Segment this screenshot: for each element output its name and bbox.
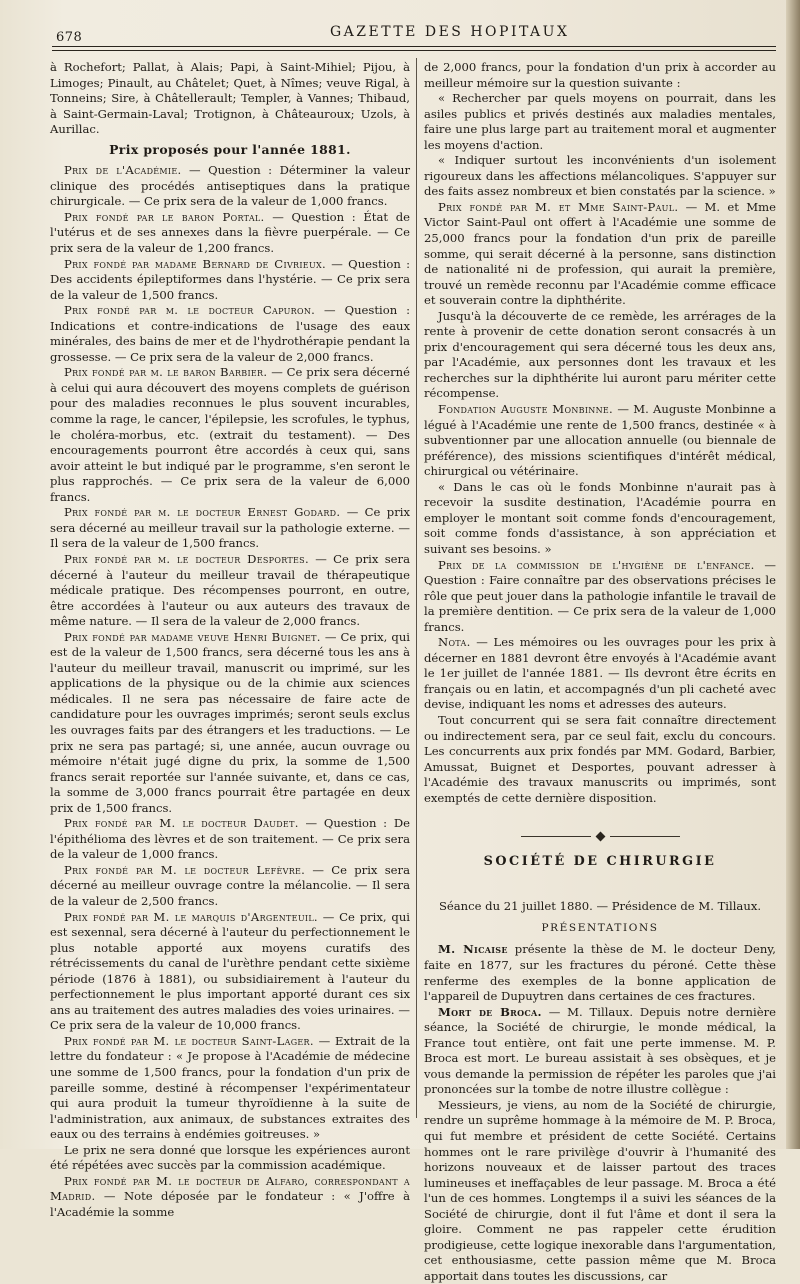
paragraph-heading: Prix fondé par m. le docteur Desportes. bbox=[64, 551, 309, 566]
article-paragraph bbox=[424, 60, 776, 91]
paragraph-text: — Ce prix, qui est sexennal, sera décerné à l'auteur du perfectionnement le plus notable apporté aux moyens curatifs des rétrécissements du canal de l'urèthre pendant cette sixième période (1876 à 1881), ou subsidiairement à l'auteur du perfectionnement le plus important apporté durant ces six ans au traitement des autres maladies des voies urinaires. — Ce prix sera de la valeur de 10,000 francs. bbox=[50, 909, 410, 1033]
intro-paragraph: à Rochefort; Pallat, à Alais; Papi, à Saint-Mihiel; Pijou, à Limoges; Pinault, au Châtelet; Quet, à Nîmes; veuve Rigal, à Tonneins; Sire, à Châtellerault; Templer, à Vannes; Thibaud, à Saint-Germain-Laval; Trotignon, à Châteauroux; Uzols, à Aurillac. bbox=[50, 60, 410, 137]
prize-list bbox=[50, 163, 410, 1220]
article-paragraph bbox=[50, 1034, 410, 1143]
article-paragraph bbox=[424, 1005, 776, 1098]
header-rule-thin bbox=[52, 50, 776, 51]
paragraph-heading: Mort de Broca. bbox=[438, 1004, 542, 1019]
article-paragraph bbox=[50, 1143, 410, 1174]
paragraph-heading: Prix fondé par madame veuve Henri Buignet. bbox=[64, 629, 321, 644]
paragraph-heading: Prix fondé par le baron Portal. bbox=[64, 209, 265, 224]
article-paragraph bbox=[424, 558, 776, 636]
paragraph-text: présente la thèse de M. le docteur Deny, faite en 1877, sur les fractures du péroné. Cette thèse renferme des exemples de la bonne application de l'appareil de Dupuytren dans certaines de ces fractures. bbox=[424, 942, 776, 1004]
paragraph-text: — Ce prix, qui est de la valeur de 1,500 francs, sera décerné tous les ans à l'auteur du meilleur travail, manuscrit ou imprimé, sur les applications de la physique ou de la chimie aux sciences médicales. Il ne sera pas nécessaire de faire acte de candidature pour les ouvrages imprimés; seront seuls exclus les ouvrages faits par des étrangers et les traductions. — Le prix ne sera pas partagé; si, une année, aucun ouvrage ou mémoire n'était jugé digne du prix, la somme de 1,500 francs serait reportée sur l'année suivante, et, dans ce cas, la somme de 3,000 francs pourrait être partagée en deux prix de 1,500 francs. bbox=[50, 629, 410, 815]
paragraph-heading: Nota. bbox=[438, 635, 471, 650]
article-paragraph bbox=[50, 365, 410, 505]
article-paragraph bbox=[424, 480, 776, 558]
page-edge-shadow bbox=[786, 0, 800, 1149]
paragraph-text: — Note déposée par le fondateur : « J'offre à l'Académie la somme bbox=[50, 1189, 410, 1219]
paragraph-text: — Question : De l'épithélioma des lèvres et de son traitement. — Ce prix sera de la valeur de 1,000 francs. bbox=[50, 816, 410, 862]
paragraph-heading: Prix fondé par m. le docteur Capuron. bbox=[64, 303, 316, 318]
paragraph-text: — M. et Mme Victor Saint-Paul ont offert à l'Académie une somme de 25,000 francs pour la fondation d'un prix de pareille somme, qui serait décerné à la personne, sans distinction de nationalité ni de profession, qui aurait la première, trouvé un remède reconnu par l'Académie comme efficace et souverain contre la diphthérite. bbox=[424, 199, 776, 308]
paragraph-text: — M. Tillaux. Depuis notre dernière séance, la Société de chirurgie, le monde médical, la France tout entière, ont fait une perte immense. M. P. Broca est mort. Le bureau assistait à ses obsèques, et je vous demande la permission de répéter les paroles que j'ai prononcées sur la tombe de notre illustre collègue : bbox=[424, 1004, 776, 1097]
article-paragraph bbox=[424, 153, 776, 200]
paragraph-text: — Ce prix sera décerné à celui qui aura découvert des moyens complets de guérison pour des maladies reconnues le plus souvent incurables, comme la rage, le cancer, l'épilepsie, les scrofules, le typhus, le choléra-morbus, etc. (extrait du testament). — Des encouragements pourront être accordés à ceux qui, sans avoir atteint le but indiqué par le programme, s'en seront le plus rapprochés. — Ce prix sera de la valeur de 6,000 francs. bbox=[50, 365, 410, 504]
article-paragraph bbox=[424, 635, 776, 713]
article-paragraph bbox=[50, 163, 410, 210]
article-paragraph bbox=[50, 257, 410, 304]
article-paragraph bbox=[424, 91, 776, 153]
section-title: Prix proposés pour l'année 1881. bbox=[109, 141, 351, 157]
paragraph-text: — Ce prix sera décerné à l'auteur du meilleur travail de thérapeutique médicale pratique. Des récompenses pourront, en outre, être accordées à l'auteur ou aux auteurs des travaux de même nature. — Il sera de la valeur de 2,000 francs. bbox=[50, 551, 410, 629]
paragraph-text: — Question : Des accidents épileptiformes dans l'hystérie. — Ce prix sera de la valeur de 1,500 francs. bbox=[50, 256, 411, 302]
article-paragraph bbox=[50, 816, 410, 863]
paragraph-text: — Ce prix sera décerné au meilleur ouvrage contre la mélancolie. — Il sera de la valeur de 2,500 francs. bbox=[50, 862, 410, 908]
paragraph-heading: Prix fondé par M. le docteur de Alfaro, correspondant a Madrid. bbox=[50, 1173, 410, 1204]
paragraph-text: de 2,000 francs, pour la fondation d'un prix à accorder au meilleur mémoire sur la question suivante : bbox=[424, 60, 776, 90]
paragraph-text: — M. Auguste Monbinne a légué à l'Académie une rente de 1,500 francs, destinée « à subventionner par une allocation annuelle (ou biennale de préférence), des missions scientifiques d'intérêt médical, chirurgical ou vétérinaire. bbox=[424, 402, 777, 479]
paragraph-text: — Ce prix sera décerné au meilleur travail sur la pathologie externe. — Il sera de la valeur de 1,500 francs. bbox=[50, 505, 410, 551]
paragraph-heading: Prix fondé par M. le marquis d'Argenteuil. bbox=[64, 909, 318, 924]
paragraph-text: — Les mémoires ou les ouvrages pour les prix à décerner en 1881 devront être envoyés à l'Académie avant le 1er juillet de l'année 1881. — Ils devront être écrits en français ou en latin, et accompagnés d'un pli cacheté avec devise, indiquant les noms et adresses des auteurs. bbox=[424, 635, 776, 712]
paragraph-text: « Indiquer surtout les inconvénients d'un isolement rigoureux dans les affections mélancoliques. S'appuyer sur des faits assez nombreux et bien constatés par la science. » bbox=[424, 153, 776, 199]
societe-title: SOCIÉTÉ DE CHIRURGIE bbox=[483, 853, 717, 869]
header-rule bbox=[52, 46, 776, 47]
paragraph-heading: Prix fondé par madame Bernard de Civrieux. bbox=[64, 256, 326, 271]
paragraph-text: « Dans le cas où le fonds Monbinne n'aurait pas à recevoir la susdite destination, l'Académie pourra en employer le montant soit comme fonds d'encouragement, soit comme fonds d'assistance, à son appréciation et suivant ses besoins. » bbox=[424, 479, 776, 556]
paragraph-text: — Question : État de l'utérus et de ses annexes dans la fièvre puerpérale. — Ce prix sera de la valeur de 1,200 francs. bbox=[50, 209, 410, 256]
presentations-title: PRÉSENTATIONS bbox=[541, 921, 659, 934]
page-number: 678 bbox=[56, 30, 83, 45]
paragraph-text: Jusqu'à la découverte de ce remède, les arrérages de la rente à provenir de cette donation seront consacrés à un prix d'encouragement qui sera décerné tous les deux ans, par l'Académie, aux personnes dont les travaux et les recherches sur la diphthérite lui auront paru mériter cette récompense. bbox=[424, 308, 776, 401]
article-paragraph bbox=[424, 1098, 776, 1284]
article-paragraph bbox=[50, 910, 410, 1034]
seance-line: Séance du 21 juillet 1880. — Présidence de M. Tillaux. bbox=[438, 899, 762, 914]
article-paragraph bbox=[424, 942, 776, 1004]
article-paragraph bbox=[424, 309, 776, 402]
article-paragraph bbox=[50, 552, 410, 630]
paragraph-heading: Prix de l'Académie. bbox=[64, 163, 182, 178]
paragraph-text: — Question : Indications et contre-indications de l'usage des eaux minérales, des bains de mer et de l'hydrothérapie pendant la grossesse. — Ce prix sera de la valeur de 2,000 francs. bbox=[50, 303, 411, 364]
paragraph-text: Le prix ne sera donné que lorsque les expériences auront été répétées avec succès par la commission académique. bbox=[50, 1142, 410, 1173]
paragraph-text: Messieurs, je viens, au nom de la Société de chirurgie, rendre un suprême hommage à la mémoire de M. P. Broca, qui fut membre et président de cette Société. Certains hommes ont le rare privilège d'ouvrir à l'humanité des horizons nouveaux et de laisser partout des traces lumineuses et ineffaçables de leur passage. M. Broca a été l'un de ces hommes. Longtemps il a suivi les séances de la Société de chirurgie, dont il fut l'âme et dont il sera la gloire. Comment ne pas rappeler cette érudition prodigieuse, cette logique inexorable dans l'argumentation, cet enthousiasme, cette passion même que M. Broca apportait dans toutes les discussions, car bbox=[424, 1097, 776, 1283]
paragraph-heading: Prix fondé par m. le docteur Ernest Godard. bbox=[64, 505, 341, 520]
paragraph-heading: Prix fondé par M. et Mme Saint-Paul. bbox=[438, 199, 679, 214]
paragraph-text: « Rechercher par quels moyens on pourrait, dans les asiles publics et privés destinés aux maladies mentales, faire une plus large part au traitement moral et augmenter les moyens d'action. bbox=[424, 91, 776, 152]
article-paragraph bbox=[50, 210, 410, 257]
column-divider bbox=[416, 58, 417, 1118]
paragraph-heading: Fondation Auguste Monbinne. bbox=[438, 402, 614, 417]
prize-list-continued bbox=[424, 60, 776, 806]
paragraph-heading: Prix fondé par M. le docteur Daudet. bbox=[64, 816, 299, 831]
article-paragraph bbox=[50, 863, 410, 910]
paragraph-heading: Prix fondé par M. le docteur Saint-Lager. bbox=[64, 1033, 314, 1048]
left-column bbox=[50, 60, 410, 1220]
paragraph-heading: M. Nicaise bbox=[438, 942, 508, 957]
paragraph-text: — Question : Déterminer la valeur clinique des procédés antiseptiques dans la pratique chirurgicale. — Ce prix sera de la valeur de 1,000 francs. bbox=[50, 163, 410, 209]
running-head: GAZETTE DES HOPITAUX bbox=[330, 24, 570, 40]
paragraph-heading: Prix fondé par m. le baron Barbier. bbox=[64, 365, 268, 380]
paragraph-text: Tout concurrent qui se sera fait connaître directement ou indirectement sera, par ce seul fait, exclu du concours. Les concurrents aux prix fondés par MM. Godard, Barbier, Amussat, Buignet et Desportes, pouvant adresser à l'Académie des travaux manuscrits ou imprimés, sont exemptés de cette dernière disposition. bbox=[424, 712, 776, 805]
paragraph-text: — Question : Faire connaître par des observations précises le rôle que peut jouer dans la pathologie infantile le travail de la première dentition. — Ce prix sera de la valeur de 1,000 francs. bbox=[424, 557, 776, 634]
article-paragraph bbox=[424, 200, 776, 309]
article-paragraph bbox=[50, 1174, 410, 1221]
article-paragraph bbox=[50, 630, 410, 817]
paragraph-heading: Prix de la commission de l'hygiène de l'enfance. bbox=[438, 557, 755, 572]
article-paragraph bbox=[424, 402, 776, 480]
article-paragraph bbox=[50, 303, 410, 365]
right-column bbox=[424, 60, 776, 1284]
article-paragraph bbox=[424, 713, 776, 806]
article-paragraph bbox=[50, 505, 410, 552]
paragraph-heading: Prix fondé par M. le docteur Lefèvre. bbox=[64, 862, 306, 877]
presentations-list bbox=[424, 942, 776, 1284]
paragraph-text: — Extrait de la lettre du fondateur : « Je propose à l'Académie de médecine une somme de 1,500 francs, pour la fondation d'un prix de pareille somme, destiné à récompenser l'expérimentateur qui aura produit la tumeur thyroïdienne à la suite de l'administration, aux animaux, de substances extraites des eaux ou des terrains à endémies goitreuses. » bbox=[50, 1033, 410, 1142]
section-ornament bbox=[424, 828, 776, 844]
